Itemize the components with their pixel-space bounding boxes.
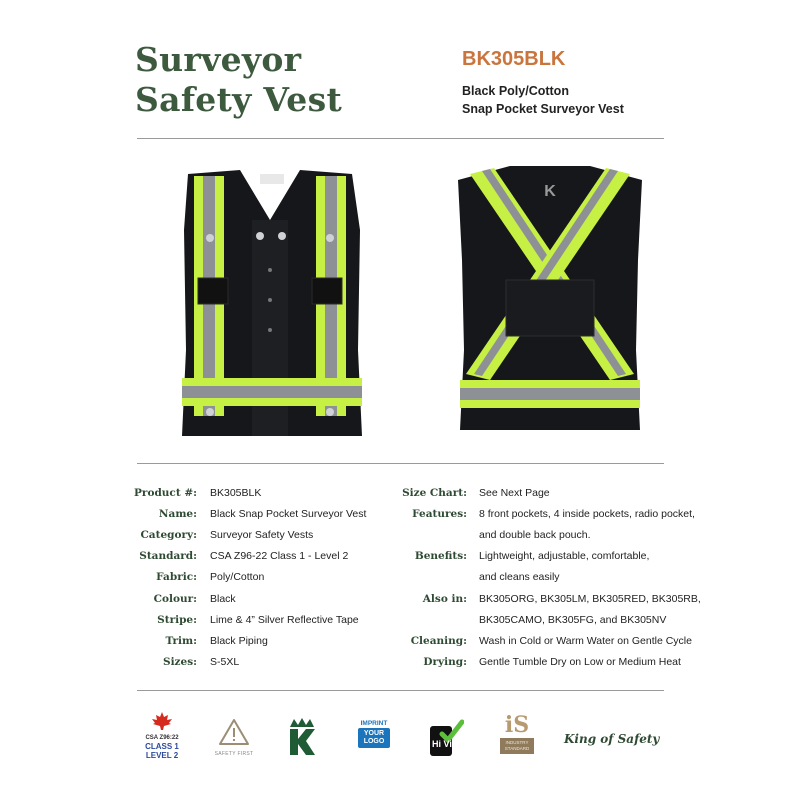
spec-value: See Next Page: [479, 487, 550, 499]
spec-value: BK305ORG, BK305LM, BK305RED, BK305RB,: [479, 593, 701, 605]
divider-top: [137, 138, 664, 139]
spec-label: Cleaning:: [410, 635, 467, 647]
csa-logo: [140, 712, 184, 768]
maple-leaf-icon: [151, 712, 173, 730]
spec-label: Sizes:: [162, 656, 197, 668]
spec-label: Benefits:: [414, 550, 467, 562]
spec-value: Wash in Cold or Warm Water on Gentle Cycle: [479, 635, 692, 647]
imprint-text-1: IMPRINT: [360, 720, 388, 727]
spec-value: Black Snap Pocket Surveyor Vest: [210, 508, 367, 520]
spec-value: BK305CAMO, BK305FG, and BK305NV: [479, 614, 667, 626]
divider-bottom: [137, 690, 664, 691]
spec-value: Lime & 4” Silver Reflective Tape: [210, 614, 359, 626]
is-mark: iS: [504, 712, 530, 738]
product-subtitle: [462, 82, 624, 118]
spec-label: Drying:: [423, 656, 467, 668]
divider-middle: [137, 463, 664, 464]
spec-value: Black: [210, 593, 236, 605]
spec-value: S-5XL: [210, 656, 240, 668]
vest-back-image: [450, 160, 650, 450]
spec-value: and cleans easily: [479, 571, 560, 583]
subtitle-line-2: Snap Pocket Surveyor Vest: [462, 102, 624, 116]
spec-label: Stripe:: [157, 614, 197, 626]
spec-value: Lightweight, adjustable, comfortable,: [479, 550, 650, 562]
svg-text:K: K: [544, 183, 556, 200]
spec-value: and double back pouch.: [479, 529, 591, 541]
spec-label: Category:: [140, 529, 197, 541]
title-line-2: Safety Vest: [135, 80, 343, 119]
csa-text-2: CLASS 1: [145, 742, 179, 751]
subtitle-line-1: Black Poly/Cotton: [462, 84, 569, 98]
vest-front-image: [170, 160, 375, 450]
is-caption: INDUSTRY STANDARD: [500, 738, 534, 754]
spec-value: Poly/Cotton: [210, 571, 265, 583]
product-code: BK305BLK: [462, 48, 566, 70]
csa-text-3: LEVEL 2: [145, 751, 179, 760]
industry-standard-logo: [500, 712, 534, 760]
spec-value: CSA Z96-22 Class 1 - Level 2: [210, 550, 349, 562]
imprint-logo: [358, 720, 390, 760]
spec-label: Trim:: [165, 635, 197, 647]
spec-label: Features:: [412, 508, 467, 520]
spec-label: Standard:: [139, 550, 197, 562]
imprint-text-2: YOUR: [363, 730, 385, 737]
king-of-safety-wordmark: King of Safety: [564, 732, 660, 746]
warning-triangle-icon: [218, 718, 250, 746]
spec-label: Also in:: [422, 593, 467, 605]
imprint-text-3: LOGO: [363, 738, 385, 745]
hi-vis-check-icon: [428, 718, 464, 758]
title-line-1: Surveyor: [135, 40, 302, 79]
spec-label: Product #:: [134, 487, 197, 499]
hi-vis-logo: [428, 718, 464, 758]
page-title: [135, 40, 342, 120]
spec-label: Colour:: [153, 593, 197, 605]
spec-label: Fabric:: [156, 571, 197, 583]
spec-label: Size Chart:: [402, 487, 467, 499]
spec-label: Name:: [158, 508, 197, 520]
safety-first-text: SAFETY FIRST: [214, 751, 254, 757]
spec-value: BK305BLK: [210, 487, 262, 499]
spec-value: Gentle Tumble Dry on Low or Medium Heat: [479, 656, 681, 668]
spec-value: Black Piping: [210, 635, 268, 647]
csa-text-1: CSA Z96:22: [145, 735, 179, 741]
safety-first-logo: [214, 718, 254, 762]
king-crown-k-icon: [287, 717, 317, 757]
hi-vis-text: Hi Vis: [432, 739, 457, 749]
spec-value: 8 front pockets, 4 inside pockets, radio pocket,: [479, 508, 695, 520]
spec-value: Surveyor Safety Vests: [210, 529, 314, 541]
